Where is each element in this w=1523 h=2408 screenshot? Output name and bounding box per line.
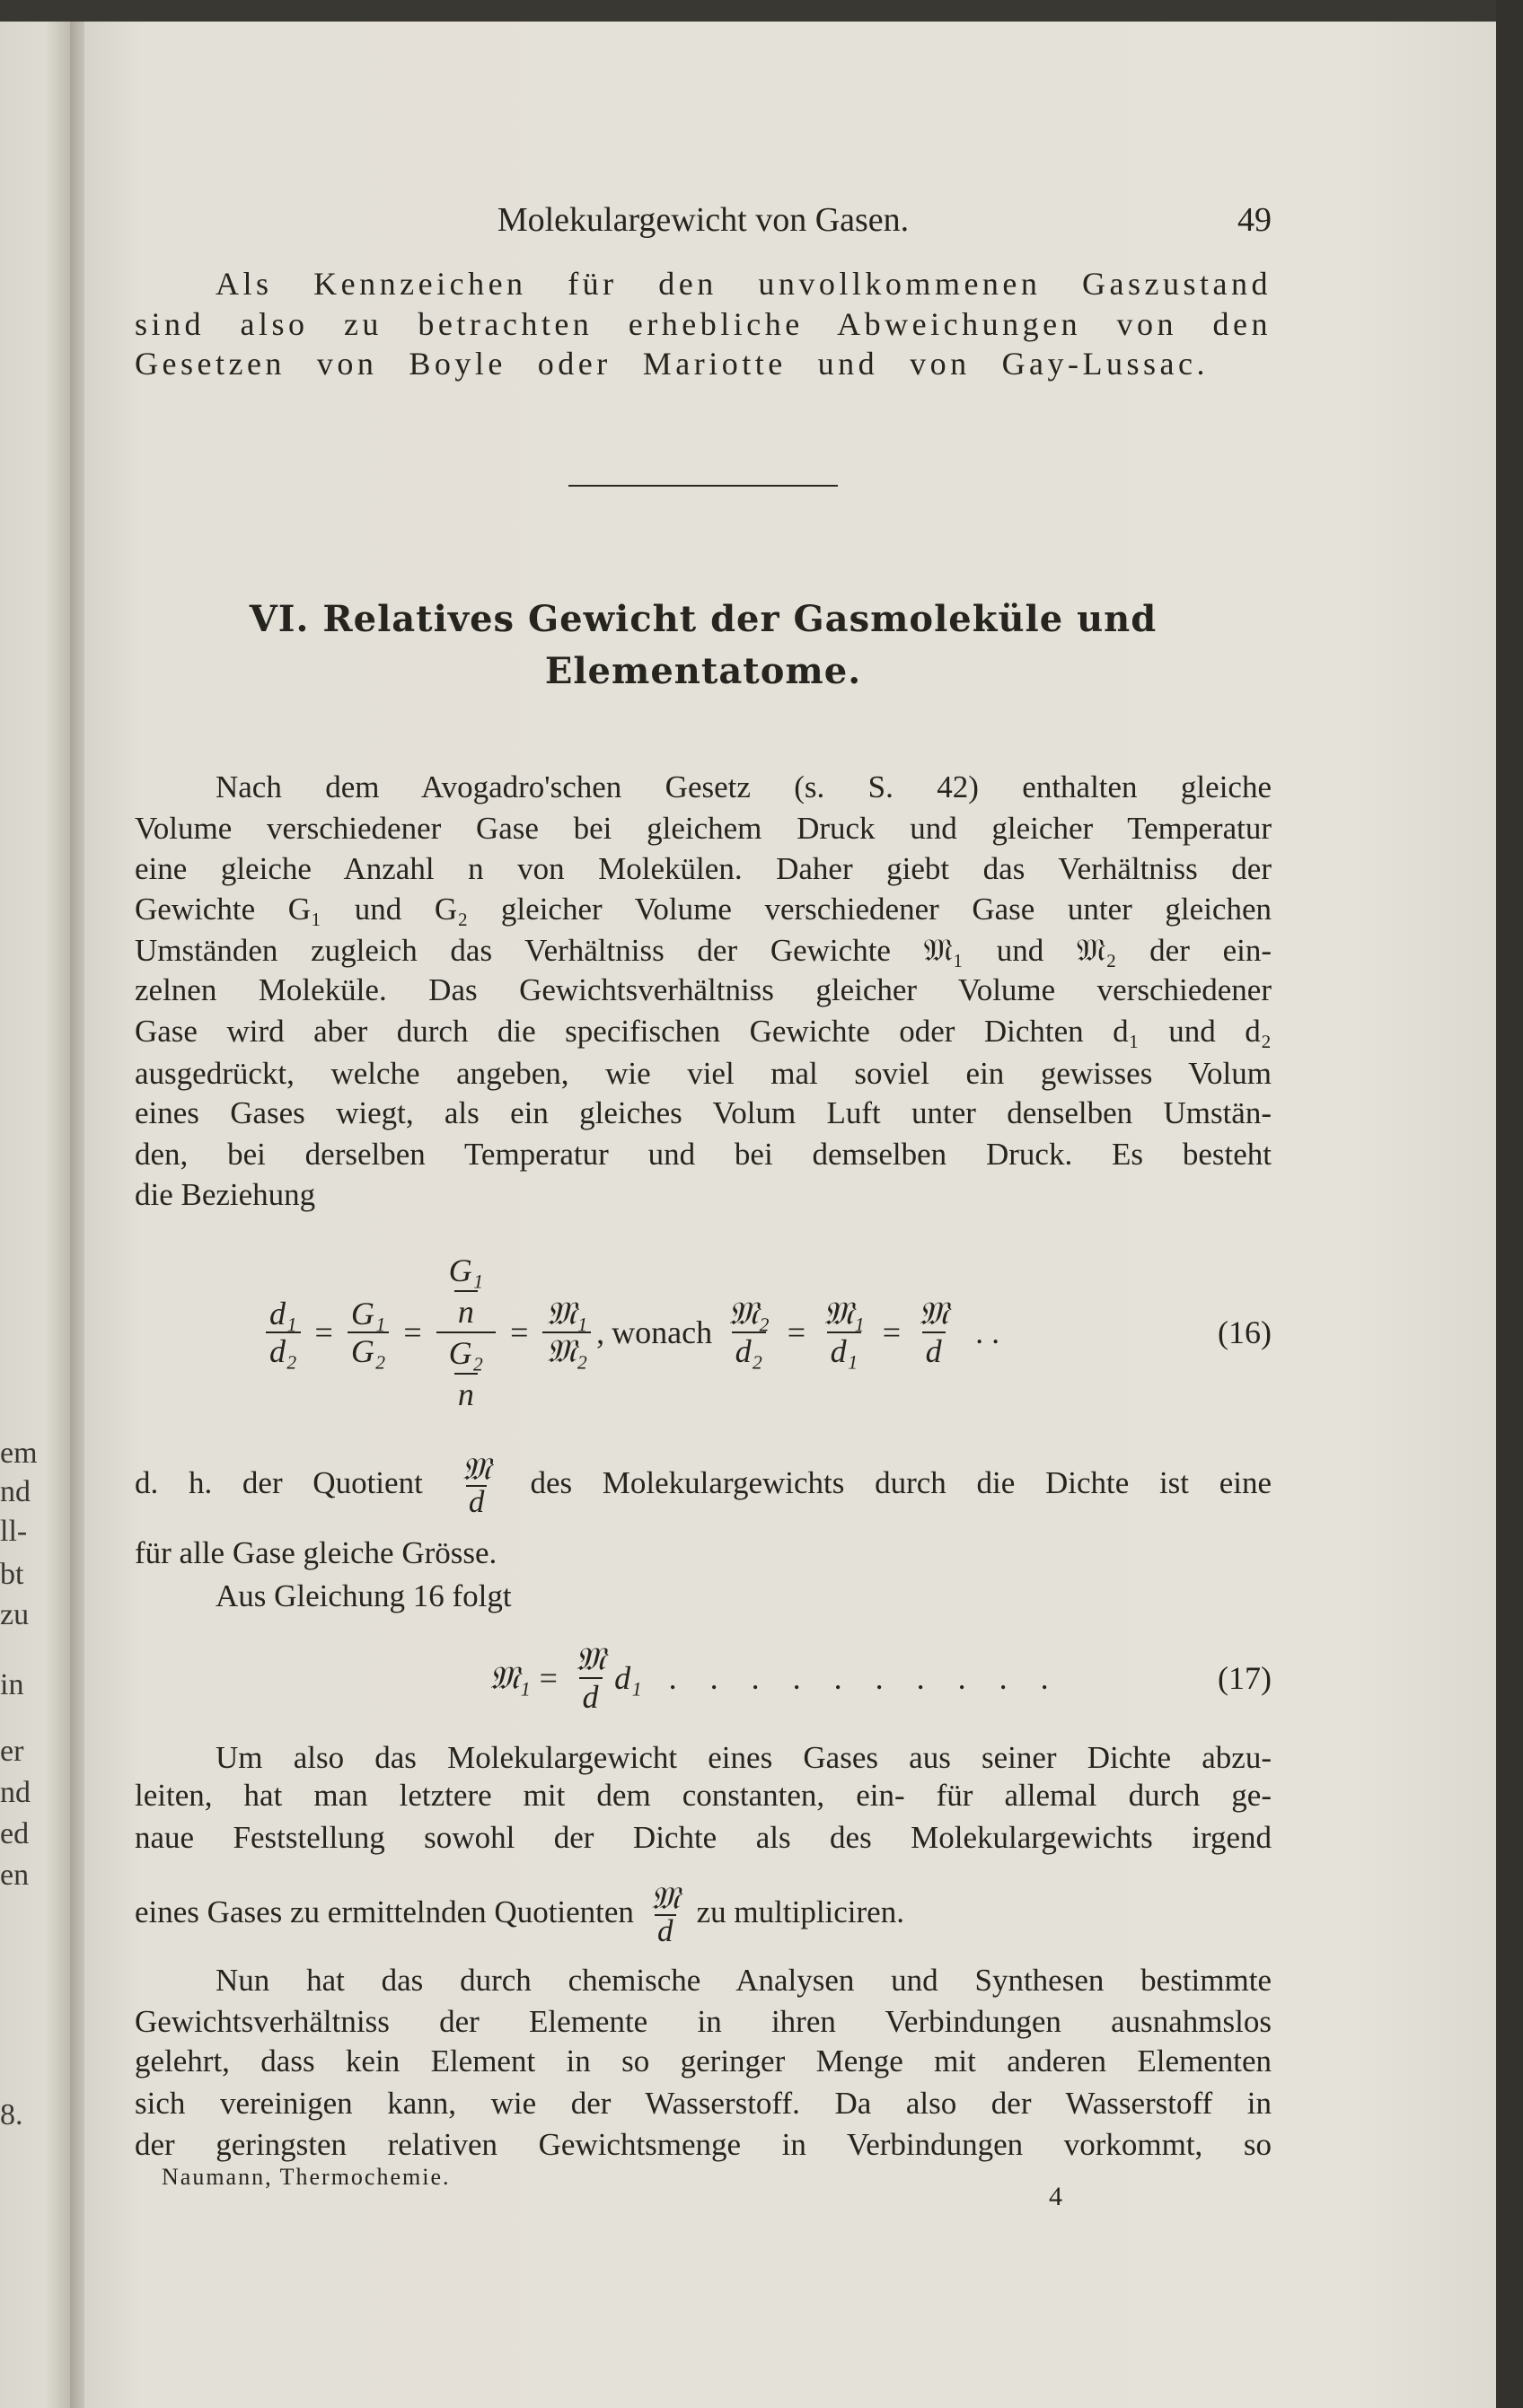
left-page-fragment: nd <box>0 1475 31 1508</box>
scan-top-edge <box>0 0 1523 22</box>
paragraph-line-with-fraction: d. h. der Quotient 𝔐 d des Molekulargewichts durch die Dichte ist eine <box>135 1451 1272 1519</box>
equation-text: wonach <box>612 1314 713 1350</box>
paragraph-line: gelehrt, dass kein Element in so geringer Menge mit anderen Elementen <box>135 2043 1272 2078</box>
section-title-line1: Relatives Gewicht der Gasmoleküle und <box>322 598 1158 640</box>
paragraph-line: Als Kennzeichen für den unvollkommenen Gaszustand <box>216 266 1272 302</box>
page-number: 49 <box>1237 201 1272 239</box>
fraction-M2-d2: $\frac{\text{𝔐₂}}{\text{d₂}}$ <box>728 1296 770 1369</box>
left-page-fragment: er <box>0 1735 24 1768</box>
paragraph-line: Umständen zugleich das Verhältniss der Gewichte 𝔐₁ und 𝔐₂ der ein- <box>135 933 1272 968</box>
paragraph-line: die Beziehung <box>135 1177 316 1212</box>
paragraph-line: Gewichte G₁ und G₂ gleicher Volume verschiedener Gase unter gleichen <box>135 892 1272 927</box>
paragraph-line: naue Feststellung sowohl der Dichte als des Molekulargewichts irgend <box>135 1820 1272 1855</box>
equation-number: (17) <box>1218 1660 1272 1696</box>
paragraph-line: leiten, hat man letztere mit dem constanten, ein- für allemal durch ge- <box>135 1778 1272 1813</box>
compound-fraction: $\frac{\frac{\text{G₁}}{n}}{\frac{\text{G₂}}{n}}$ <box>436 1251 497 1414</box>
paragraph-line: Aus Gleichung 16 folgt <box>216 1578 512 1613</box>
scan-right-edge <box>1496 0 1523 2408</box>
equation-16: $\frac{\text{d₁}}{\text{d₂}}$ = $\frac{\text{G₁}}{\text{G₂}}$ = $\frac{\frac{\text{G₁}}{n}}{\frac{\text{G₂}}{n}}$ = $\frac{\text{𝔐₁}}{\text{𝔐₂}}$ , wonach $\frac{\text{𝔐₂}}{\text{d₂}}$ = $\frac{\text{𝔐₁}}{\text{d₁}}$ = $\frac{\text{𝔐}}{d}$ . . (16) <box>260 1225 1272 1440</box>
paragraph-line: sich vereinigen kann, wie der Wasserstoff. Da also der Wasserstoff in <box>135 2086 1272 2121</box>
equation-number: (16) <box>1218 1314 1272 1350</box>
paragraph-line: Nach dem Avogadro'schen Gesetz (s. S. 42) enthalten gleiche <box>216 769 1272 804</box>
equation-17: 𝔐₁ = $\frac{\text{𝔐}}{d}$ d₁ . . . . . . . . . . (17) <box>489 1641 1272 1715</box>
header-title: Molekulargewicht von Gasen. <box>497 201 910 239</box>
left-page-fragment: bt <box>0 1558 24 1591</box>
left-page-edge <box>0 0 75 2408</box>
section-divider <box>568 485 838 487</box>
fraction-M1-d1: $\frac{\text{𝔐₁}}{\text{d₁}}$ <box>823 1296 865 1369</box>
paragraph-line: eines Gases wiegt, als ein gleiches Volum Luft unter denselben Umstän- <box>135 1095 1272 1130</box>
left-page-fragment: ed <box>0 1817 30 1850</box>
fraction-d1-d2: $\frac{\text{d₁}}{\text{d₂}}$ <box>266 1296 301 1369</box>
left-page-fragment: zu <box>0 1598 30 1631</box>
fraction-M-d: 𝔐 d <box>650 1880 680 1948</box>
fraction-M1-M2: $\frac{\text{𝔐₁}}{\text{𝔐₂}}$ <box>542 1296 591 1369</box>
left-page-fragment: ll- <box>0 1515 28 1548</box>
left-page-fragment: in <box>0 1668 24 1701</box>
paragraph-line: Gewichtsverhältniss der Elemente in ihren Verbindungen ausnahmslos <box>135 2004 1272 2039</box>
printer-signature: Naumann, Thermochemie. <box>162 2164 451 2190</box>
sheet-number: 4 <box>1049 2182 1062 2211</box>
fraction-M-d: 𝔐 d <box>462 1451 491 1519</box>
paragraph-line: für alle Gase gleiche Grösse. <box>135 1535 497 1570</box>
left-page-fragment: en <box>0 1859 30 1892</box>
section-heading-line2: Elementatome. <box>544 650 862 692</box>
paragraph-line-with-fraction: eines Gases zu ermittelnden Quotienten 𝔐 d zu multipliciren. <box>135 1880 904 1948</box>
paragraph-line: sind also zu betrachten erhebliche Abweichungen von den <box>135 306 1272 342</box>
section-heading <box>135 598 1272 640</box>
paragraph-line: Um also das Molekulargewicht eines Gases aus seiner Dichte abzu- <box>216 1740 1272 1775</box>
paragraph-line: zelnen Moleküle. Das Gewichtsverhältniss gleicher Volume verschiedener <box>135 972 1272 1007</box>
left-page-fragment: em <box>0 1437 38 1470</box>
left-page-fragment: nd <box>0 1776 31 1809</box>
fraction-G1-G2: $\frac{\text{G₁}}{\text{G₂}}$ <box>348 1296 390 1369</box>
paragraph-line: Nun hat das durch chemische Analysen und Synthesen bestimmte <box>216 1963 1272 1998</box>
paragraph-line: der geringsten relativen Gewichtsmenge in Verbindungen vorkommt, so <box>135 2127 1272 2162</box>
fraction-M-d: $\frac{\text{𝔐}}{d}$ <box>919 1296 949 1369</box>
paragraph-line: ausgedrückt, welche angeben, wie viel mal soviel ein gewisses Volum <box>135 1056 1272 1091</box>
fraction-M-d: $\frac{\text{𝔐}}{d}$ <box>575 1641 606 1715</box>
paragraph-line: Gase wird aber durch die specifischen Gewichte oder Dichten d₁ und d₂ <box>135 1014 1272 1049</box>
paragraph-line: Gesetzen von Boyle oder Mariotte und von Gay-Lussac. <box>135 346 1209 382</box>
section-number: VI. <box>249 598 310 640</box>
paragraph-line: Volume verschiedener Gase bei gleichem Druck und gleicher Temperatur <box>135 811 1272 846</box>
paragraph-line: eine gleiche Anzahl n von Molekülen. Daher giebt das Verhältniss der <box>135 851 1272 886</box>
left-page-fragment: 8. <box>0 2098 23 2131</box>
paragraph-line: den, bei derselben Temperatur und bei demselben Druck. Es besteht <box>135 1137 1272 1172</box>
